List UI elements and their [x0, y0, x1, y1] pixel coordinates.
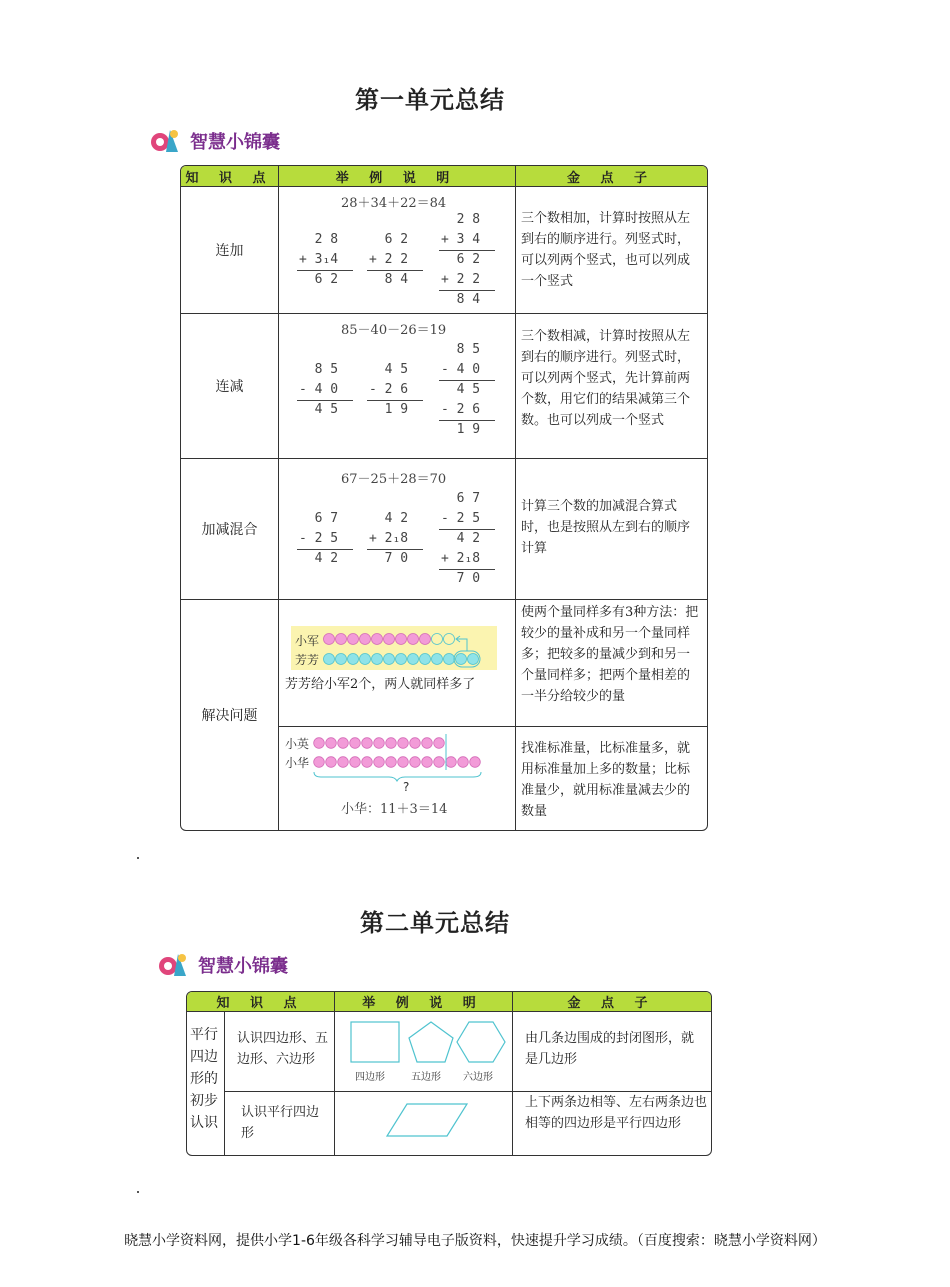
badge-text: 智慧小锦囊	[198, 956, 288, 977]
vertical-calc-b: 4 5 - 2 6 1 9	[369, 362, 409, 417]
tip-text: 三个数相加，计算时按照从左到右的顺序进行。列竖式时，可以列两个竖式，也可以列成一个竖式	[521, 211, 691, 289]
header-example: 举 例 说 明	[335, 170, 458, 186]
label-pentagon: 五边形	[411, 1072, 441, 1083]
label-xiaohua: 小华	[285, 756, 310, 770]
unit1-table	[180, 165, 708, 831]
equation: 67－25＋28＝70	[341, 472, 447, 487]
vertical-calc-b: 4 2 + 2₁8 7 0	[369, 511, 409, 566]
unit1-title: 第一单元总结	[355, 86, 505, 114]
header-tips: 金 点 子	[566, 170, 656, 186]
tip-text: 三个数相减，计算时按照从左到右的顺序进行。列竖式时，可以列两个竖式，先计算前两个数，用它们的结果减第三个数。也可以列成一个竖式	[521, 329, 691, 428]
header-knowledge: 知 识 点	[185, 170, 274, 186]
tip-text: 使两个量同样多有3种方法：把较少的量补成和另一个量同样多；把较多的量减少到和另一个量同样多；把两个量相差的一半分给较少的量	[521, 605, 699, 704]
unit2-badge	[158, 950, 288, 980]
vertical-calc-c: 2 8 + 3 4 6 2 + 2 2 8 4	[441, 212, 481, 307]
topic-lianjian: 连减	[215, 379, 244, 395]
equation: 28＋34＋22＝84	[341, 196, 447, 211]
caption: 芳芳给小军2个，两人就同样多了	[285, 677, 476, 692]
subtopic-parallelogram: 认识平行四边形	[241, 1105, 320, 1141]
tip-text: 上下两条边相等、左右两条边也相等的四边形是平行四边形	[525, 1095, 708, 1131]
label-hexagon: 六边形	[463, 1072, 493, 1083]
unit2-table	[186, 991, 712, 1156]
tip-text: 找准标准量，比标准量多，就用标准量加上多的数量；比标准量少，就用标准量减去少的数量	[521, 741, 691, 819]
table-header	[187, 992, 711, 1012]
vertical-calc-a: 6 7 - 2 5 4 2	[299, 511, 339, 566]
parallelogram-shape	[383, 1100, 473, 1140]
topic-problem-solving: 解决问题	[201, 708, 258, 724]
unit1-badge	[150, 126, 280, 156]
topic-mixed: 加减混合	[201, 522, 258, 538]
equation: 85－40－26＝19	[341, 323, 447, 338]
footer-text: 晓慧小学资料网，提供小学1-6年级各科学习辅导电子版资料，快速提升学习成绩。（百度搜索：晓慧小学资料网）	[124, 1233, 826, 1249]
question-mark: ?	[403, 780, 410, 794]
label-quadrilateral: 四边形	[355, 1072, 385, 1083]
label-fangfang: 芳芳	[295, 653, 320, 667]
caption: 小华：11＋3＝14	[341, 802, 448, 817]
bead-diagram-2	[311, 732, 511, 782]
polygon-shapes	[347, 1018, 507, 1066]
topic-parallelogram: 平行四边形的初步认识	[190, 1027, 218, 1131]
mascot-icon	[158, 950, 192, 980]
label-xiaoying: 小英	[285, 737, 310, 751]
bead-diagram	[321, 628, 497, 670]
mascot-icon	[150, 126, 184, 156]
header-example: 举 例 说 明	[362, 996, 484, 1011]
badge-text: 智慧小锦囊	[190, 132, 280, 153]
header-knowledge: 知 识 点	[216, 996, 305, 1011]
header-tips: 金 点 子	[567, 996, 656, 1011]
vertical-calc-a: 8 5 - 4 0 4 5	[299, 362, 339, 417]
vertical-calc-c: 6 7 - 2 5 4 2 + 2₁8 7 0	[441, 491, 481, 586]
vertical-calc-c: 8 5 - 4 0 4 5 - 2 6 1 9	[441, 342, 481, 437]
tip-text: 由几条边围成的封闭图形，就是几边形	[525, 1031, 695, 1067]
unit2-title: 第二单元总结	[360, 909, 510, 937]
tip-text: 计算三个数的加减混合算式时，也是按照从左到右的顺序计算	[521, 499, 691, 556]
topic-lianjia: 连加	[215, 243, 244, 259]
vertical-calc-b: 6 2 + 2 2 8 4	[369, 232, 409, 287]
subtopic-polygons: 认识四边形、五边形、六边形	[237, 1031, 329, 1067]
label-xiaojun: 小军	[295, 634, 320, 648]
table-header	[181, 166, 707, 187]
vertical-calc-a: 2 8 + 3₁4 6 2	[299, 232, 339, 287]
